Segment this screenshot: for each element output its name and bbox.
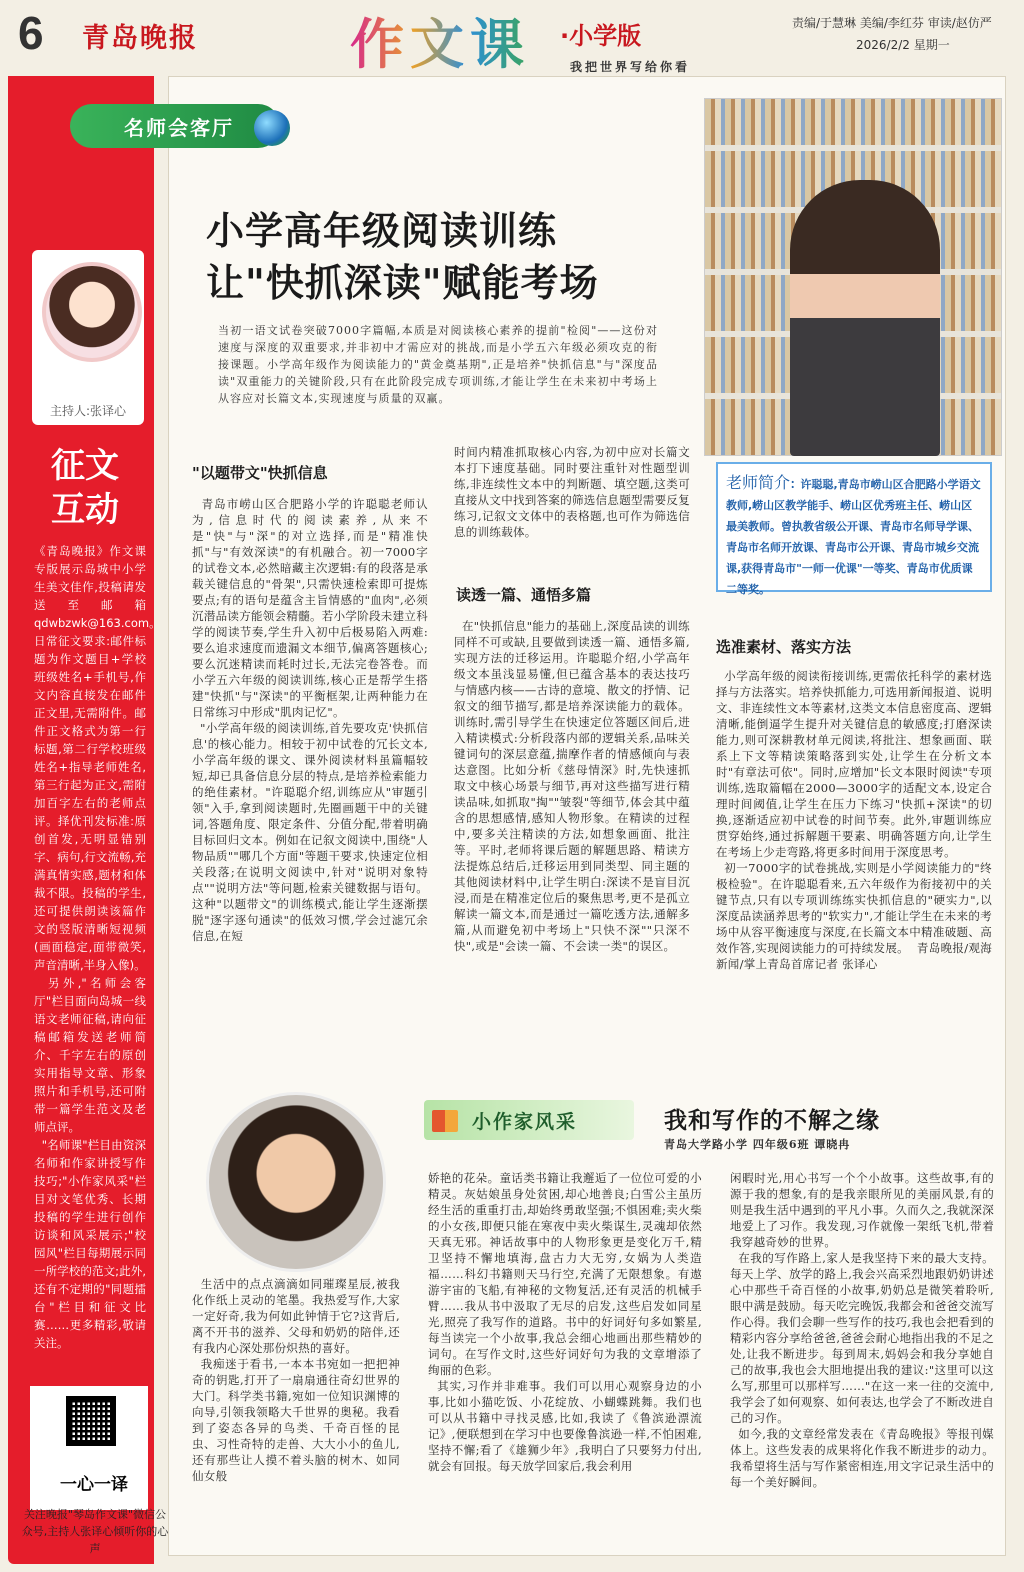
teacher-figure (790, 180, 940, 456)
essay-column-1: 生活中的点点滴滴如同璀璨星辰,被我化作纸上灵动的笔墨。我热爱写作,大家一定好奇,我为何如此钟情于它?这背后,离不开书的滋养、父母和奶奶的陪伴,还有我内心深处那份炽热的喜好。 我痴迷于看书,一本本书宛如一把把神奇的钥匙,打开了一扇扇通往奇幻世界的大门。科学类书籍,宛如一位知识渊博的向导,引领我领略大千世界的奥秘。我看到了姿态各异的鸟类、千奇百怪的昆虫、习性奇特的走兽、大大小小的鱼儿,还有那些让人摸不着头脑的树木、如同仙女般 (192, 1277, 400, 1483)
follow-text: 关注晚报"琴岛作文课"微信公众号,主持人张译心倾听你的心声 (21, 1508, 169, 1555)
globe-icon (254, 110, 290, 146)
editors-credit: 责编/于慧琳 美编/李红芬 审读/赵仿严 (792, 16, 992, 30)
subheading-1: "以题带文"快抓信息 (192, 464, 328, 482)
issue-date: 2026/2/2 星期一 (856, 38, 950, 52)
teacher-bio-box (716, 462, 992, 596)
section-title-line2: 互动 (51, 490, 119, 530)
slogan: 我把世界写给你看 (570, 60, 691, 74)
feature-tag: 名师会客厅 (70, 104, 280, 148)
essay-author: 青岛大学路小学 四年级6班 谭晓冉 (664, 1138, 851, 1151)
book-icon (432, 1110, 458, 1132)
lead-paragraph: 当初一语文试卷突破7000字篇幅,本质是对阅读核心素养的提前"检阅"——这份对速度与深度的双重要求,并非初中才需应对的挑战,而是小学五六年级必须攻克的衔接课题。小学高年级作为阅读能力的"黄金奠基期",正是培养"快抓信息"与"深度品读"双重能力的关键阶段,只有在此阶段完成专项训练,才能让学生在未来初中考场上从容应对长篇文本,实现速度与质量的双赢。 (218, 324, 658, 405)
article-column-3: 小学高年级的阅读衔接训练,更需依托科学的素材选择与方法落实。培养快抓能力,可选用新闻报道、说明文、非连续性文本等素材,这类文本信息密度高、逻辑清晰,能倒逼学生提升对关键信息的敏感度;打磨深读能力,则可深耕教材单元阅读,将批注、想象画面、联系上下文等精读策略落到实处,让学生在分析文本时"有章法可依"。同时,应增加"长文本限时阅读"专项训练,选取篇幅在2000—3000字的适配文本,设定合理时间阈值,让学生在压力下练习"快抓+深读"的切换,逐渐适应初中试卷的时间节奏。此外,审题训练应贯穿始终,通过拆解题干要素、明确答题方向,让学生在考场上少走弯路,将更多时间用于深度思考。 初一7000字的试卷挑战,实则是小学阅读能力的"终极检验"。在许聪聪看来,五六年级作为衔接初中的关键节点,只有以专项训练练实快抓信息的"硬实力",以深度品读涵养思考的"软实力",才能让学生在未来的考场中从容平衡速度与深度,在长篇文本中精准破题、高效作答,实现阅读能力的可持续发展。 青岛晚报/观海新闻/掌上青岛首席记者 张译心 (716, 669, 992, 971)
qr-caption: 一心一译 (60, 1475, 128, 1495)
subheading-2: 读透一篇、通悟多篇 (456, 586, 592, 604)
qr-code-icon[interactable] (66, 1396, 116, 1446)
sidebar-body-text: 《青岛晚报》作文课专版展示岛城中小学生美文佳作,投稿请发送至邮箱qdwbzwk@163.com。日常征文要求:邮件标题为作文题目+学校班级姓名+手机号,作文内容直接发在邮件正文里,无需附件。邮件正文格式为第一行标题,第二行学校班级姓名+指导老师姓名,第三行起为正文,需附加百字左右的老师点评。择优刊发标准:原创首发,无明显错别字、病句,行文流畅,充满真情实感,题材和体裁不限。投稿的学生,还可提供朗读该篇作文的竖版清晰短视频(画面稳定,面带微笑,声音清晰,半身入像)。 另外,"名师会客厅"栏目面向岛城一线语文老师征稿,请向征稿邮箱发送老师简介、千字左右的原创实用指导文章、形象照片和手机号,还可附带一篇学生范文及老师点评。 "名师课"栏目由资深名师和作家讲授写作技巧;"小作家风采"栏目对文笔优秀、长期投稿的学生进行创作访谈和风采展示;"校园风"栏目每期展示同一所学校的范文;此外,还有不定期的"同题擂台"栏目和征文比赛……更多精彩,敬请关注。 (34, 544, 161, 1350)
host-label: 主持人:张译心 (49, 404, 127, 418)
paper-name: 青岛晚报 (82, 23, 198, 54)
article-column-2-top: 时间内精准抓取核心内容,为初中应对长篇文本打下速度基础。同时要注重针对性题型训练,非连续性文本中的判断题、填空题,这类可直接从文中找到答案的筛选信息题型需要反复练习,记叙文文体中的表格题,也可作为筛选信息的训练载体。 (454, 445, 690, 539)
article-column-1: 青岛市崂山区合肥路小学的许聪聪老师认为,信息时代的阅读素养,从来不是"快"与"深"的对立选择,而是"精准快抓"与"有效深读"的有机融合。初一7000字的试卷文本,必然暗藏主次逻辑:有的段落是承载关键信息的"骨架",只需快速检索即可提炼要点;有的语句是蕴含主旨情感的"血肉",必须沉潜品读方能领会精髓。若小学阶段未建立科学的阅读节奏,学生升入初中后极易陷入两难:要么追求速度而遗漏文本细节,偏离答题核心;要么沉迷精读而耗时过长,无法完卷答卷。而小学五六年级的阅读训练,核心正是帮学生搭建"快抓"与"深读"的平衡框架,让两种能力在日常练习中形成"肌肉记忆"。 "小学高年级的阅读训练,首先要攻克'快抓信息'的核心能力。相较于初中试卷的冗长文本,小学高年级的课文、课外阅读材料虽篇幅较短,却已具备信息分层的特点,是培养检索能力的绝佳素材。"许聪聪介绍,训练应从"审题引领"入手,拿到阅读题时,先圈画题干中的关键词,答题角度、限定条件、分值分配,带着明确目标回归文本。例如在记叙文阅读中,围绕"人物品质""哪几个方面"等题干要求,快速定位相关段落;在说明文阅读中,针对"说明对象特点""说明方法"等问题,检索关键数据与语句。这种"以题带文"的训练模式,能让学生逐渐摆脱"逐字逐句通读"的低效习惯,学会过滤冗余信息,在短 (192, 497, 428, 943)
student-photo (206, 1092, 386, 1272)
headline-line1: 小学高年级阅读训练 (206, 209, 558, 253)
sidebar-section-title (30, 444, 140, 532)
edition-label: ·小学版 (560, 22, 642, 50)
bio-text: 许聪聪,青岛市崂山区合肥路小学语文教师,崂山区教学能手、崂山区优秀班主任、崂山区最美教师。曾执教省级公开课、青岛市名师导学课、青岛市名师开放课、青岛市公开课、青岛市城乡交流课,获得青岛市"一师一优课"一等奖、青岛市优质课二等奖。 (726, 478, 981, 596)
young-writer-tag: 小作家风采 (424, 1100, 634, 1140)
section-title-line1: 征文 (51, 446, 119, 486)
essay-column-3: 闲暇时光,用心书写一个个小故事。这些故事,有的源于我的想象,有的是我亲眼所见的美丽风景,有的则是我生活中遇到的平凡小事。久而久之,我就深深地爱上了习作。我发现,习作就像一架纸飞机,带着我穿越奇妙的世界。 在我的写作路上,家人是我坚持下来的最大支持。每天上学、放学的路上,我会兴高采烈地跟奶奶讲述心中那些千奇百怪的小故事,奶奶总是微笑着聆听,眼中满是鼓励。每天吃完晚饭,我都会和爸爸交流写作心得。我们会聊一些写作的技巧,我也会把看到的精彩内容分享给爸爸,爸爸会耐心地指出我的不足之处,让我不断进步。每到周末,妈妈会和我分享她自己的故事,我也会大胆地提出我的建议:"这里可以这么写,那里可以那样写……"在这一来一往的交流中,我学会了如何观察、如何表达,也学会了不断改进自己的习作。 如今,我的文章经常发表在《青岛晚报》等报刊媒体上。这些发表的成果将化作我不断进步的动力。我希望将生活与写作紧密相连,用文字记录生活中的每一个美好瞬间。 (730, 1171, 994, 1489)
headline-line2: 让"快抓深读"赋能考场 (206, 261, 599, 305)
host-avatar (42, 262, 142, 362)
essay-column-2: 娇艳的花朵。童话类书籍让我邂逅了一位位可爱的小精灵。灰姑娘虽身处贫困,却心地善良;白雪公主虽历经生活的重重打击,却始终勇敢坚强;不惧困难;卖火柴的小女孩,即便只能在寒夜中卖火柴谋生,灵魂却依然天真无邪。神话故事中的人物形象更是变化万千,精卫坚持不懈地填海,盘古力大无穷,女娲为人类造福……科幻书籍则天马行空,充满了无限想象。有遨游宇宙的飞船,有神秘的文物复活,还有灵活的机械手臂……我从书中汲取了无尽的启发,这些启发如同星光,照亮了我写作的道路。书中的好词好句多如繁星,每当读完一个小故事,我总会细心地画出那些精妙的词句。在写作文时,这些好词好句为我的文章增添了绚丽的色彩。 其实,习作并非难事。我们可以用心观察身边的小事,比如小猫吃饭、小花绽放、小蝴蝶跳舞。我们也可以从书籍中寻找灵感,比如,我读了《鲁滨逊漂流记》,便联想到在学习中也要像鲁滨逊一样,不怕困难,坚持不懈;看了《雄狮少年》,我明白了只要努力付出,就会有回报。每天放学回家后,我会利用 (428, 1171, 702, 1473)
subheading-3: 选准素材、落实方法 (716, 638, 852, 656)
article-column-2: 在"快抓信息"能力的基础上,深度品读的训练同样不可或缺,且要做到读透一篇、通悟多篇,实现方法的迁移运用。许聪聪介绍,小学高年级文本虽浅显易懂,但已蕴含基本的表达技巧与情感内核——古诗的意境、散文的抒情、记叙文的细节描写,都是培养深读能力的载体。训练时,需引导学生在快速定位答题区间后,进入精读模式:分析段落内部的逻辑关系,品味关键词句的深层意蕴,揣摩作者的情感倾向与表达意图。比如分析《慈母情深》时,先快速抓取文中核心场景与细节,再对这些描写进行精读品味,如抓取"掏""皱裂"等细节,体会其中蕴含的思想感情,感知人物形象。在精读的过程中,要多关注精读的方法,如想象画面、批注等。平时,老师将课后题的解题思路、精读方法提炼总结后,迁移运用到同类型、同主题的其他阅读材料中,让学生明白:深读不是盲目沉浸,而是在精准定位后的聚焦思考,更不是孤立解读一篇文本,而是通过一篇吃透方法,通解多篇,从而避免初中考场上"只快不深""只深不快",或是"会读一篇、不会读一类"的误区。 (454, 619, 690, 953)
page-number: 6 (18, 7, 44, 59)
column-title: 作文课 (350, 2, 530, 79)
bio-label: 老师简介: (726, 473, 796, 492)
essay-title: 我和写作的不解之缘 (664, 1108, 880, 1134)
